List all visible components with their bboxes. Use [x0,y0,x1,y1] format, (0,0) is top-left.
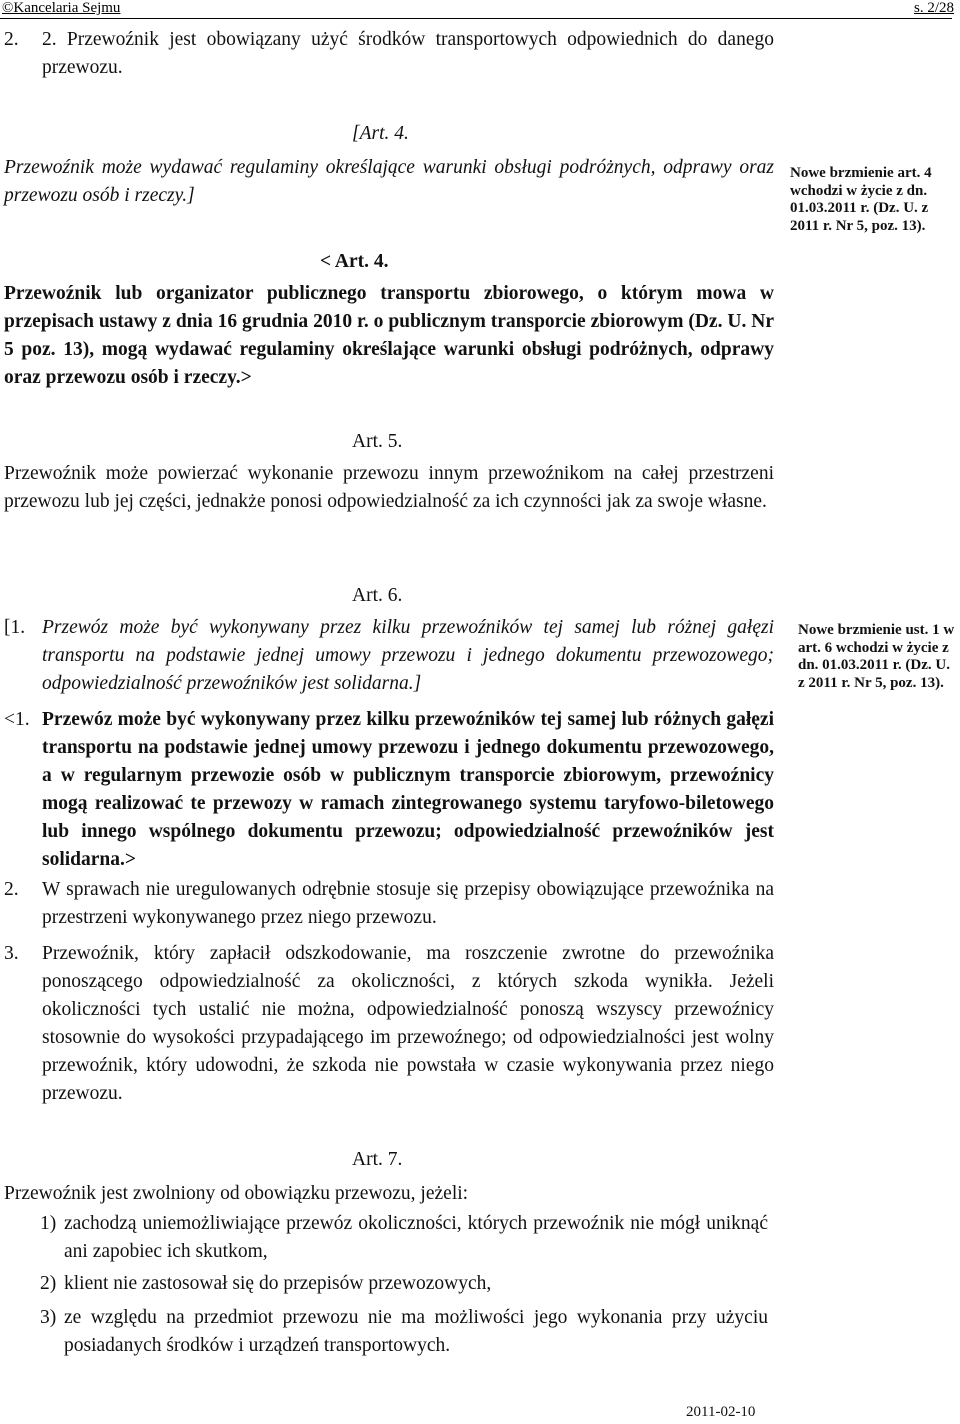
header-divider [0,18,952,19]
art7-item-2-text: klient nie zastosował się do przepisów przewozowych, [64,1273,492,1294]
art6-heading: Art. 6. [352,585,403,606]
footer-date: 2011-02-10 [686,1404,756,1420]
art6-paragraph-2-text: W sprawach nie uregulowanych odrębnie stosuje się przepisy obowiązujące przewoźnika na przestrzeni wykonywanego przez niego przewozu. [42,879,774,928]
art4-old-text: Przewoźnik może wydawać regulaminy określające warunki obsługi podróżnych, odprawy oraz przewozu osób i rzeczy.] [4,157,774,206]
art7-item-3 [40,1304,768,1360]
art7-intro: Przewoźnik jest zwolniony od obowiązku przewozu, jeżeli: [4,1183,469,1204]
art6-old-paragraph-1-number: [1. [4,617,26,638]
art6-paragraph-3-text: Przewoźnik, który zapłacił odszkodowanie, ma roszczenie zwrotne do przewoźnika ponoszącego odpowiedzialność za okoliczności, z których szkoda wynikła. Jeżeli okoliczności tych ustalić nie można, odpowiedzialność ponoszą wszyscy przewoźnicy stosownie do wysokości przypadającego im przewoźnego; od odpowiedzialności jest wolny przewoźnik, który udowodni, że szkoda nie powstała w czasie wykonywania przez niego przewozu. [42,943,774,1104]
art4-new-heading: < Art. 4. [320,251,389,272]
page-number: s. 2/28 [913,0,954,16]
art6-paragraph-3 [4,940,774,1108]
art7-heading: Art. 7. [352,1149,403,1170]
art6-new-paragraph-1 [4,706,774,874]
art6-paragraph-3-number: 3. [4,943,19,964]
art4-new-text: Przewoźnik lub organizator publicznego transportu zbiorowego, o którym mowa w przepisach ustawy z dnia 16 grudnia 2010 r. o publicznym transporcie zbiorowym (Dz. U. Nr 5 poz. 13), mogą wydawać regulaminy określające warunki obsługi podróżnych, odprawy oraz przewozu osób i rzeczy.> [4,283,774,388]
art5-text: Przewoźnik może powierzać wykonanie przewozu innym przewoźnikom na całej przestrzeni przewozu lub jej części, jednakże ponosi odpowiedzialność za ich czynności jak za swoje własne. [4,463,774,512]
art3-paragraph-2-number: 2. [4,29,19,50]
art5-heading: Art. 5. [352,431,403,452]
art7-item-1-text: zachodzą uniemożliwiające przewóz okoliczności, których przewoźnik nie mógł uniknąć ani zapobiec ich skutkom, [64,1213,768,1262]
art7-item-3-number: 3) [40,1307,57,1328]
art6-paragraph-2-number: 2. [4,879,19,900]
art3-paragraph-2 [4,26,774,82]
art7-item-1-number: 1) [40,1213,57,1234]
art7-item-1 [40,1210,768,1266]
art6-new-paragraph-1-text: Przewóz może być wykonywany przez kilku przewoźników tej samej lub różnych gałęzi transportu na podstawie jednej umowy przewozu i jednego dokumentu przewozowego, a w regularnym przewozie osób w publicznym transporcie zbiorowym, przewoźnicy mogą realizować te przewozy w ramach zintegrowanego systemu taryfowo-biletowego lub innego wspólnego dokumentu przewozu; odpowiedzialność przewoźników jest solidarna.> [42,709,774,870]
art3-paragraph-2-text: 2. Przewoźnik jest obowiązany użyć środków transportowych odpowiednich do danego przewozu. [42,29,774,78]
art7-item-2-number: 2) [40,1273,57,1294]
art6-new-paragraph-1-number: <1. [4,709,30,730]
side-note-art4: Nowe brzmienie art. 4 wchodzi w życie z dn. 01.03.2011 r. (Dz. U. z 2011 r. Nr 5, poz. 13). [790,165,932,234]
art6-old-paragraph-1-text: Przewóz może być wykonywany przez kilku przewoźników tej samej lub różnej gałęzi transportu na podstawie jednej umowy przewozu i jednego dokumentu przewozowego; odpowiedzialność przewoźników jest solidarna.] [42,617,774,694]
art6-old-paragraph-1 [4,614,774,698]
art6-paragraph-2 [4,876,774,932]
art4-old-heading: [Art. 4. [352,123,409,144]
header-source: ©Kancelaria Sejmu [2,0,121,16]
art7-item-3-text: ze względu na przedmiot przewozu nie ma możliwości jego wykonania przy użyciu posiadanych środków i urządzeń transportowych. [64,1307,768,1356]
side-note-art6: Nowe brzmienie ust. 1 w art. 6 wchodzi w życie z dn. 01.03.2011 r. (Dz. U. z 2011 r. Nr 5, poz. 13). [798,622,955,691]
art7-item-2 [40,1270,768,1298]
